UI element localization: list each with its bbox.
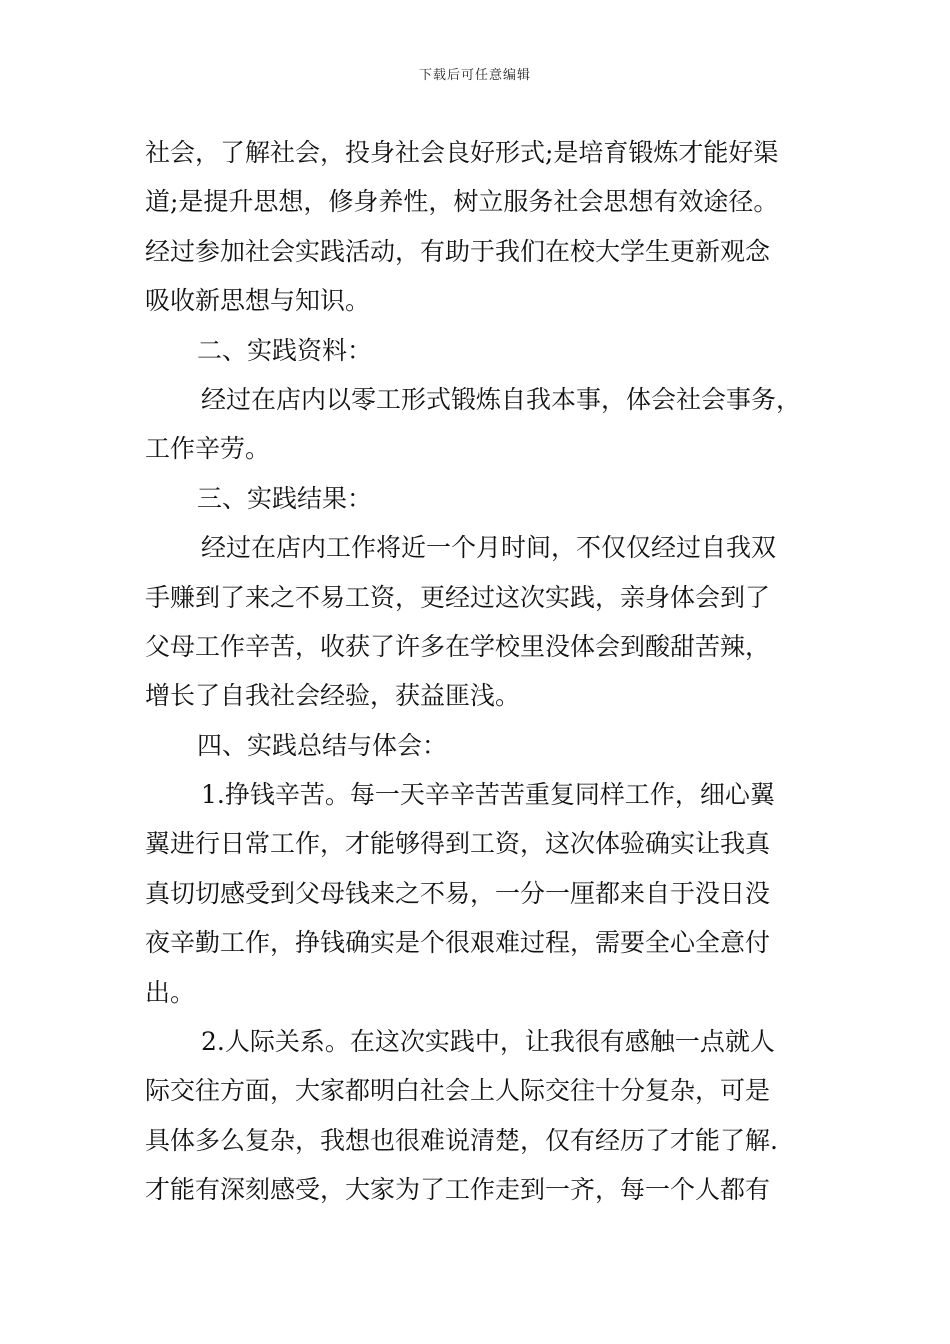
- text-line: 吸收新思想与知识。: [145, 286, 371, 316]
- text-line: 经过参加社会实践活动，有助于我们在校大学生更新观念: [145, 236, 771, 266]
- text-line: 夜辛勤工作，挣钱确实是个很艰难过程，需要全心全意付: [145, 928, 771, 958]
- text-line: 1.挣钱辛苦。每一天辛辛苦苦重复同样工作，细心翼: [201, 780, 775, 810]
- page-header: 下载后可任意编辑: [418, 68, 531, 83]
- text-line: 道;是提升思想，修身养性，树立服务社会思想有效途径。: [145, 187, 779, 217]
- text-line: 翼进行日常工作，才能够得到工资，这次体验确实让我真: [145, 829, 771, 859]
- text-line: 出。: [145, 977, 196, 1007]
- text-line: 手赚到了来之不易工资，更经过这次实践，亲身体会到了: [145, 582, 771, 612]
- document-body: [145, 128, 810, 1215]
- text-line: 工作辛劳。: [145, 434, 271, 464]
- text-line: 际交往方面，大家都明白社会上人际交往十分复杂，可是: [145, 1076, 771, 1106]
- text-line: 经过在店内以零工形式锻炼自我本事，体会社会事务，: [201, 384, 802, 414]
- text-line: 具体多么复杂，我想也很难说清楚，仅有经历了才能了解.: [145, 1125, 778, 1155]
- text-line: 才能有深刻感受，大家为了工作走到一齐，每一个人都有: [145, 1175, 771, 1205]
- text-line: 父母工作辛苦，收获了许多在学校里没体会到酸甜苦辣，: [145, 631, 771, 661]
- text-line: 增长了自我社会经验，获益匪浅。: [145, 681, 521, 711]
- text-line: 社会，了解社会，投身社会良好形式;是培育锻炼才能好渠: [145, 138, 779, 167]
- text-line: 2.人际关系。在这次实践中，让我很有感触一点就人: [201, 1027, 775, 1057]
- section-heading: 四、实践总结与体会：: [197, 730, 448, 760]
- section-heading: 三、实践结果：: [197, 483, 373, 513]
- text-line: 真切切感受到父母钱来之不易，一分一厘都来自于没日没: [145, 878, 771, 908]
- section-heading: 二、实践资料：: [197, 335, 373, 365]
- text-line: 经过在店内工作将近一个月时间，不仅仅经过自我双: [201, 533, 777, 563]
